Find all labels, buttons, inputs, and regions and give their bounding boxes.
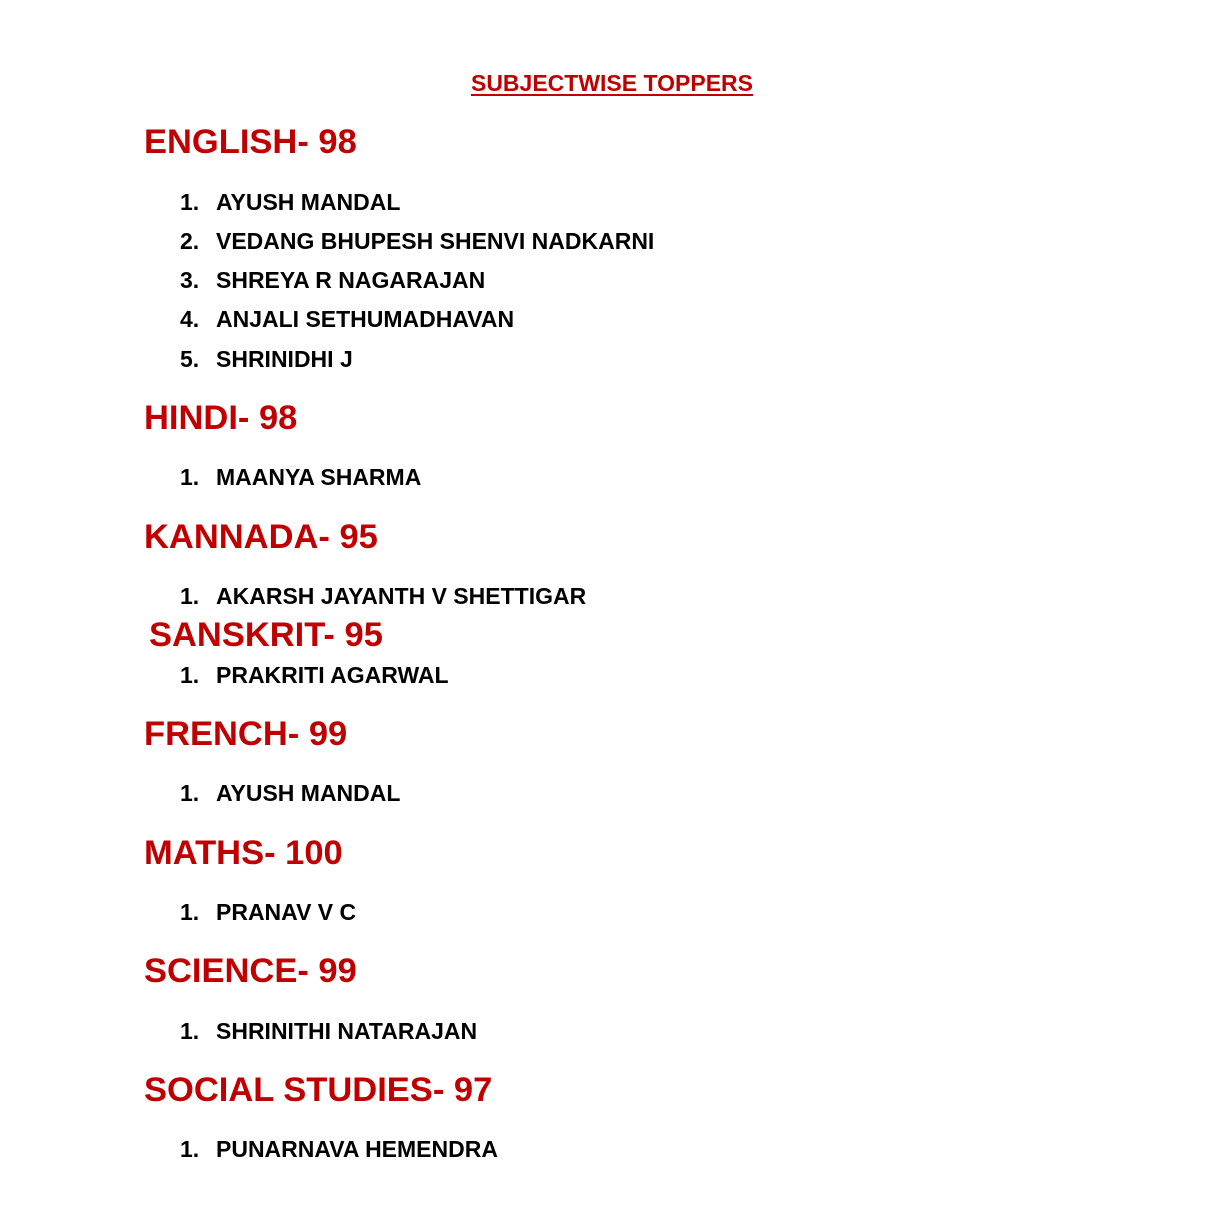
list-item bbox=[180, 1135, 498, 1163]
section-heading-french: FRENCH- 99 bbox=[144, 715, 348, 753]
list-number: 1. bbox=[180, 1136, 200, 1162]
list-item bbox=[180, 661, 449, 689]
list-number: 1. bbox=[180, 1018, 200, 1044]
list-number: 3. bbox=[180, 267, 200, 293]
student-name: SHRINIDHI J bbox=[216, 346, 353, 372]
list-item bbox=[180, 266, 485, 294]
list-number: 4. bbox=[180, 306, 200, 332]
list-item bbox=[180, 345, 353, 373]
list-number: 1. bbox=[180, 464, 200, 490]
list-number: 1. bbox=[180, 780, 200, 806]
section-heading-kannada: KANNADA- 95 bbox=[144, 518, 378, 556]
page-title: SUBJECTWISE TOPPERS bbox=[470, 70, 754, 96]
student-name: AYUSH MANDAL bbox=[216, 189, 401, 215]
student-name: ANJALI SETHUMADHAVAN bbox=[216, 306, 515, 332]
student-name: AKARSH JAYANTH V SHETTIGAR bbox=[216, 583, 587, 609]
section-heading-science: SCIENCE- 99 bbox=[144, 952, 357, 990]
student-name: AYUSH MANDAL bbox=[216, 780, 401, 806]
list-number: 1. bbox=[180, 899, 200, 925]
student-name: MAANYA SHARMA bbox=[216, 464, 422, 490]
list-item bbox=[180, 463, 421, 491]
list-item bbox=[180, 779, 400, 807]
list-number: 2. bbox=[180, 228, 200, 254]
list-item bbox=[180, 188, 400, 216]
list-item bbox=[180, 227, 654, 255]
student-name: SHRINITHI NATARAJAN bbox=[216, 1018, 478, 1044]
list-number: 1. bbox=[180, 189, 200, 215]
student-name: PRAKRITI AGARWAL bbox=[216, 662, 449, 688]
section-heading-sanskrit: SANSKRIT- 95 bbox=[149, 616, 383, 654]
list-item bbox=[180, 898, 356, 926]
list-item bbox=[180, 1017, 477, 1045]
student-name: PUNARNAVA HEMENDRA bbox=[216, 1136, 498, 1162]
section-heading-maths: MATHS- 100 bbox=[144, 834, 343, 872]
student-name: SHREYA R NAGARAJAN bbox=[216, 267, 486, 293]
section-heading-english: ENGLISH- 98 bbox=[144, 123, 357, 161]
list-number: 5. bbox=[180, 346, 200, 372]
student-name: VEDANG BHUPESH SHENVI NADKARNI bbox=[216, 228, 655, 254]
list-number: 1. bbox=[180, 662, 200, 688]
section-heading-social-studies: SOCIAL STUDIES- 97 bbox=[144, 1071, 493, 1109]
section-heading-hindi: HINDI- 98 bbox=[144, 399, 298, 437]
student-name: PRANAV V C bbox=[216, 899, 357, 925]
list-item bbox=[180, 305, 514, 333]
list-number: 1. bbox=[180, 583, 200, 609]
list-item bbox=[180, 582, 586, 610]
